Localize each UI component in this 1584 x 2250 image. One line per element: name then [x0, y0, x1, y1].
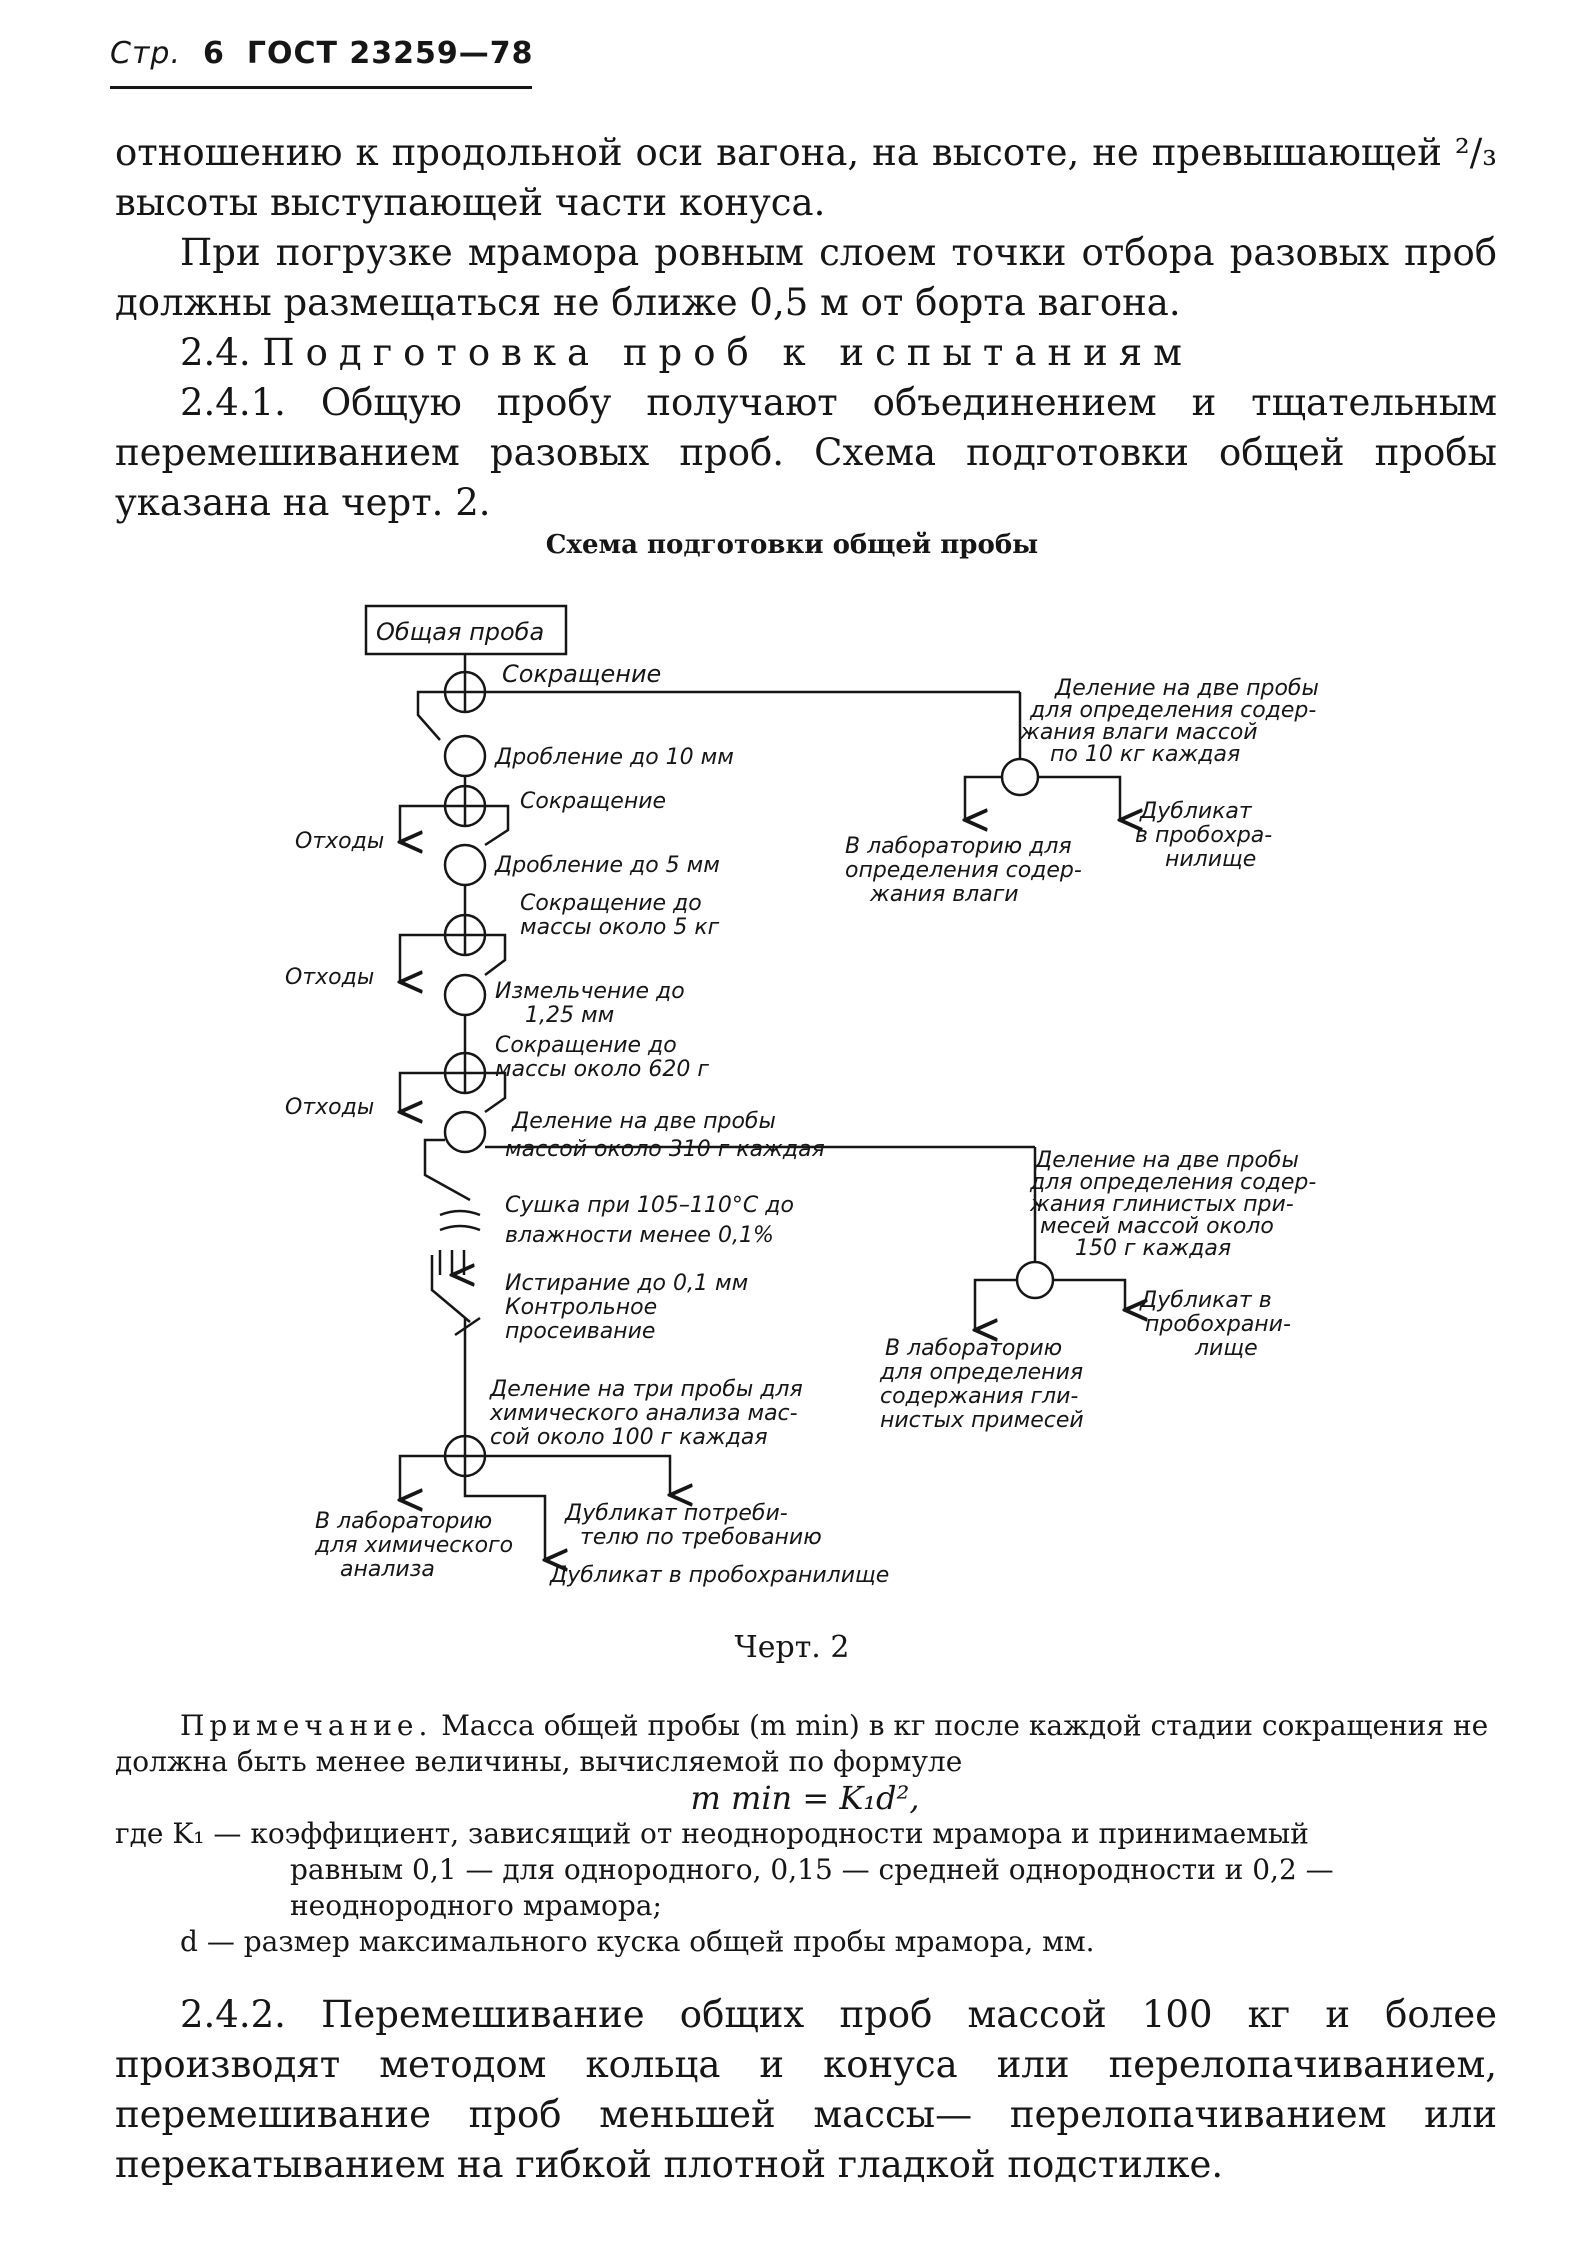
step-crushing-5: Дробление до 5 мм	[495, 853, 720, 878]
node-8	[445, 1112, 485, 1152]
clay-division-label: Деление на две пробы для определения содер-жания глинистых при-месей массой около 150 г каждая	[1030, 1148, 1317, 1261]
waste-label-2: Отходы	[285, 965, 375, 990]
d-definition: d — размер максимального куска общей пробы мрамора, мм.	[180, 1925, 1095, 1958]
note-text	[115, 1708, 1495, 1780]
chem-lab-label: В лабораторию для химического анализа	[315, 1509, 514, 1582]
section-title: Подготовка проб к испытаниям	[262, 331, 1193, 374]
page-number: 6	[203, 36, 225, 71]
paragraph-2: При погрузке мрамора ровным слоем точки отбора разовых проб должны размещаться не ближе 0,5 м от борта вагона.	[115, 231, 1497, 324]
note-body: Масса общей пробы (m min) в кг после каждой стадии сокращения не должна быть менее величины, вычисляемой по формуле	[115, 1709, 1489, 1778]
note-label: Примечание.	[180, 1709, 433, 1742]
step-drying: Сушка при 105–110°С до влажности менее 0,1%	[505, 1193, 794, 1248]
section-number: 2.4.	[180, 331, 251, 374]
clay-node	[1017, 1262, 1053, 1298]
where-line: где K₁ — коэффициент, зависящий от неоднородности мрамора и принимаемый	[115, 1817, 1309, 1850]
standard-code: ГОСТ 23259—78	[246, 36, 534, 71]
formula: m min = K₁d²,	[690, 1779, 920, 1817]
paragraph-4: 2.4.1. Общую пробу получают объединением и тщательным перемешиванием разовых проб. Схема подготовки общей пробы указана на черт. 2.	[115, 381, 1497, 524]
moisture-lab-label: В лабораторию для определения содер-жания влаги	[845, 834, 1082, 907]
step-reduction-2: Сокращение	[520, 789, 667, 814]
where-continued: равным 0,1 — для однородного, 0,15 — средней однородности и 0,2 — неоднородного мрамора;	[290, 1853, 1334, 1922]
node-2	[445, 736, 485, 776]
step-grinding-125: Измельчение до 1,25 мм	[495, 979, 685, 1028]
chem-duplicate-consumer: Дубликат потреби-телю по требованию	[565, 1501, 822, 1550]
step-reduction-620g: Сокращение до массы около 620 г	[495, 1033, 709, 1082]
final-paragraph-block	[115, 1990, 1497, 2190]
step-reduction-5kg: Сокращение до массы около 5 кг	[520, 891, 720, 940]
node-6	[445, 975, 485, 1015]
chem-duplicate-storage: Дубликат в пробохранилище	[550, 1563, 890, 1588]
page-label: Стр.	[110, 36, 182, 71]
diagram-title: Схема подготовки общей пробы	[545, 530, 1039, 560]
paragraph-1: отношению к продольной оси вагона, на высоте, не превышающей ²/₃ высоты выступающей части конуса.	[115, 131, 1497, 224]
step-crushing-10: Дробление до 10 мм	[495, 745, 734, 770]
step-grinding-01: Истирание до 0,1 мм Контрольное просеивание	[505, 1271, 749, 1344]
box-label: Общая проба	[376, 618, 545, 646]
note-block	[115, 1708, 1495, 1960]
moisture-duplicate-label: Дубликат в пробохра-нилище	[1135, 799, 1273, 872]
moisture-division-label: Деление на две пробы для определения содер-жания влаги массой по 10 кг каждая	[1020, 676, 1319, 767]
waste-label-3: Отходы	[285, 1095, 375, 1120]
moisture-node	[1002, 759, 1038, 795]
node-4	[445, 845, 485, 885]
paragraph-2-4-2: 2.4.2. Перемешивание общих проб массой 100 кг и более производят методом кольца и конуса или перелопачиванием, перемешивание проб меньшей массы— перелопачиванием или перекатыванием на гибкой плотной гладкой подстилке.	[115, 1993, 1497, 2186]
step-reduction-1: Сокращение	[502, 660, 662, 688]
clay-lab-label: В лабораторию для определения содержания гли-нистых примесей	[880, 1336, 1084, 1433]
clay-duplicate-label: Дубликат в пробохрани-лище	[1140, 1288, 1291, 1361]
step-division-three: Деление на три пробы для химического анализа мас-сой около 100 г каждая	[490, 1377, 803, 1450]
waste-label-1: Отходы	[295, 829, 385, 854]
step-division-310g: Деление на две пробы массой около 310 г каждая	[505, 1109, 825, 1162]
figure-label: Черт. 2	[734, 1630, 850, 1665]
